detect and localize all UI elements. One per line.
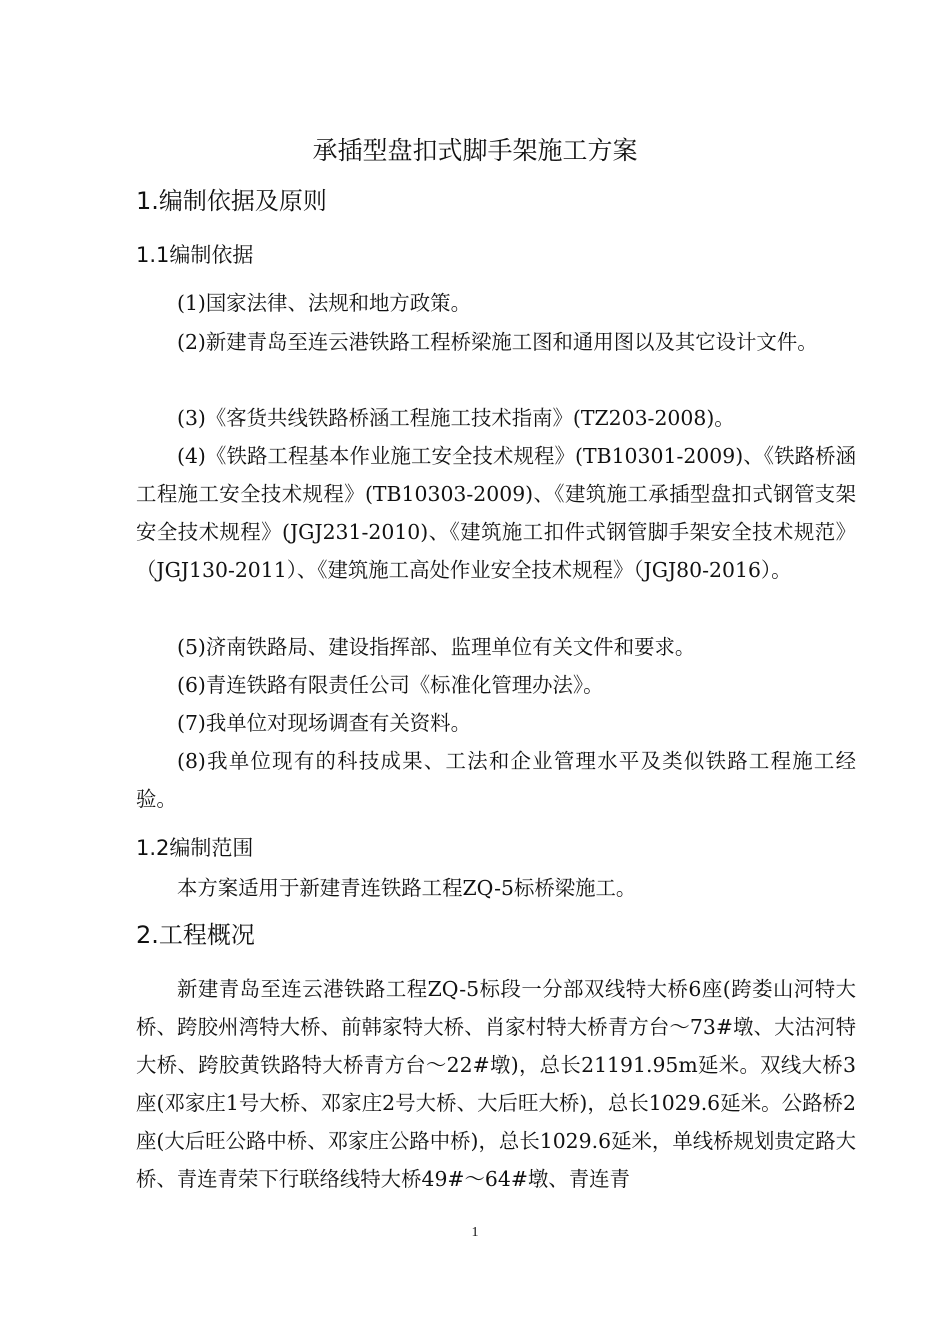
paragraph-item-6: (6)青连铁路有限责任公司《标准化管理办法》。 [177,673,604,697]
scope-paragraph: 本方案适用于新建青连铁路工程ZQ-5标桥梁施工。 [177,876,637,900]
overview-paragraph: 新建青岛至连云港铁路工程ZQ-5标段一分部双线特大桥6座(跨娄山河特大桥、跨胶州湾特大桥、前韩家特大桥、肖家村特大桥青方台～73#墩、大沽河特大桥、跨胶黄铁路特大桥青方台～22#墩)，总长21191.95m延米。双线大桥3座(邓家庄1号大桥、邓家庄2号大桥、大后旺大桥)，总长1029.6延米。公路桥2座(大后旺公路中桥、邓家庄公路中桥)，总长1029.6延米，单线桥规划贵定路大桥、青连青荣下行联络线特大桥49#～64#墩、青连青 [136,977,856,1191]
page-number: 1 [471,1225,479,1240]
paragraph-item-7: (7)我单位对现场调查有关资料。 [177,711,471,735]
paragraph-item-4: (4)《铁路工程基本作业施工安全技术规程》(TB10301-2009)、《铁路桥涵工程施工安全技术规程》(TB10303-2009)、《建筑施工承插型盘扣式钢管支架安全技术规程》(JGJ231-2010)、《建筑施工扣件式钢管脚手架安全技术规范》（JGJ130-2011）、《建筑施工高处作业安全技术规程》（JGJ80-2016）。 [136,444,856,582]
paragraph-item-2: (2)新建青岛至连云港铁路工程桥梁施工图和通用图以及其它设计文件。 [177,330,818,354]
document-title: 承插型盘扣式脚手架施工方案 [312,136,638,165]
section-heading-1-2: 1.2编制范围 [136,836,254,860]
paragraph-item-5: (5)济南铁路局、建设指挥部、监理单位有关文件和要求。 [177,635,696,659]
section-heading-2: 2.工程概况 [136,921,255,949]
paragraph-item-3: (3)《客货共线铁路桥涵工程施工技术指南》(TZ203-2008)。 [177,406,735,430]
section-heading-1: 1.编制依据及原则 [136,187,327,215]
section-heading-1-1: 1.1编制依据 [136,243,254,267]
paragraph-item-1: (1)国家法律、法规和地方政策。 [177,291,471,315]
paragraph-item-8: (8)我单位现有的科技成果、工法和企业管理水平及类似铁路工程施工经验。 [136,749,856,811]
